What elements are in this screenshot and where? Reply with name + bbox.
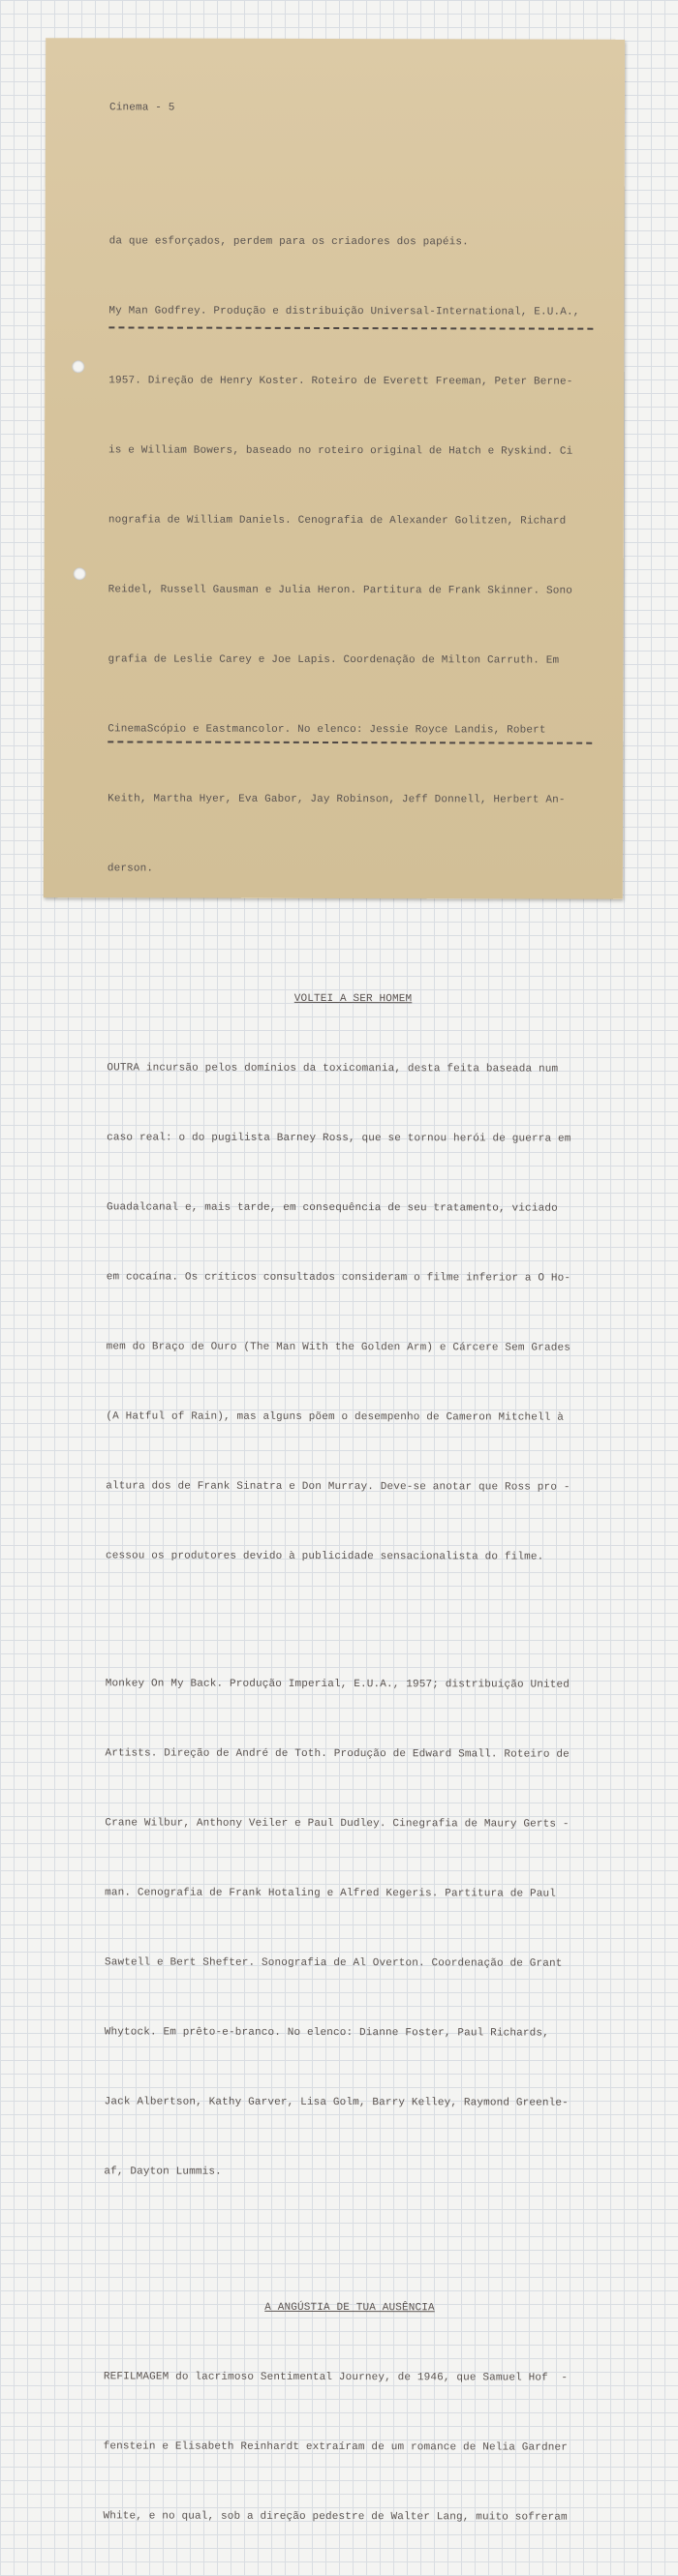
- text-line: OUTRA incursão pelos domínios da toxicomania, desta feita baseada num: [107, 1062, 559, 1076]
- text-line: grafia de Leslie Carey e Joe Lapis. Coordenação de Milton Carruth. Em: [108, 653, 560, 667]
- section-title: A ANGÚSTIA DE TUA AUSÊNCIA: [264, 2301, 435, 2315]
- text-line: nografia de William Daniels. Cenografia de Alexander Golitzen, Richard: [108, 514, 567, 528]
- punch-hole-top: [72, 360, 84, 373]
- text-line: CinemaScópio e Eastmancolor. No elenco: Jessie Royce Landis, Robert: [108, 723, 546, 737]
- text-line: Whytock. Em prêto-e-branco. No elenco: Dianne Foster, Paul Richards,: [104, 2026, 549, 2040]
- text-line: Crane Wilbur, Anthony Veiler e Paul Dudley. Cinegrafia de Maury Gerts -: [105, 1817, 570, 1831]
- text-line: REFILMAGEM do lacrimoso Sentimental Journey, de 1946, que Samuel Hof -: [103, 2371, 569, 2384]
- text-line: em cocaína. Os críticos consultados consideram o filme inferior a O Ho-: [106, 1271, 571, 1285]
- text-line: White, e no qual, sob a direção pedestre de Walter Lang, muito sofreram: [103, 2510, 568, 2524]
- text-line: fenstein e Elisabeth Reinhardt extraíram de um romance de Nelia Gardner: [103, 2440, 568, 2454]
- text-line: da que esforçados, perdem para os criadores dos papéis.: [108, 235, 469, 249]
- text-line: Reidel, Russell Gausman e Julia Heron. Partitura de Frank Skinner. Sono: [108, 584, 573, 597]
- text-line: Keith, Martha Hyer, Eva Gabor, Jay Robinson, Jeff Donnell, Herbert An-: [108, 793, 566, 806]
- text-line: Artists. Direção de André de Toth. Produção de Edward Small. Roteiro de: [105, 1747, 570, 1761]
- typewritten-page: [44, 38, 625, 2524]
- text-line: is e William Bowers, baseado no roteiro original de Hatch e Ryskind. Ci: [108, 444, 573, 458]
- text-line: af, Dayton Lummis.: [104, 2166, 222, 2178]
- text-line: Guadalcanal e, mais tarde, em consequência de seu tratamento, viciado: [106, 1201, 558, 1215]
- page-header: Cinema - 5: [108, 102, 175, 114]
- text-line: Monkey On My Back. Produção Imperial, E.U.A., 1957; distribuição United: [105, 1678, 570, 1691]
- punch-hole-bottom: [74, 567, 86, 580]
- text-line: mem do Braço de Ouro (The Man With the Golden Arm) e Cárcere Sem Grades: [106, 1341, 570, 1354]
- text-line: man. Cenografia de Frank Hotaling e Alfred Kegeris. Partitura de Paul: [105, 1887, 556, 1900]
- text-line: derson.: [107, 863, 154, 875]
- section-title: VOLTEI A SER HOMEM: [293, 992, 413, 1006]
- text-line: Sawtell e Bert Shefter. Sonografia de Al Overton. Coordenação de Grant: [104, 1956, 563, 1970]
- text-line: altura dos de Frank Sinatra e Don Murray. Deve-se anotar que Ross pro -: [106, 1480, 570, 1494]
- text-line: cessou os produtores devido à publicidade sensacionalista do filme.: [106, 1550, 544, 1563]
- text-line: 1957. Direção de Henry Koster. Roteiro de Everett Freeman, Peter Berne-: [108, 375, 573, 388]
- text-line: Jack Albertson, Kathy Garver, Lisa Golm, Barry Kelley, Raymond Greenle-: [104, 2096, 569, 2109]
- text-line: (A Hatful of Rain), mas alguns põem o desempenho de Cameron Mitchell à: [106, 1410, 565, 1424]
- page-text: [103, 49, 601, 2575]
- text-line: My Man Godfrey. Produção e distribuição Universal-International, E.U.A.,: [108, 305, 580, 318]
- text-line: caso real: o do pugilista Barney Ross, que se tornou herói de guerra em: [107, 1132, 571, 1145]
